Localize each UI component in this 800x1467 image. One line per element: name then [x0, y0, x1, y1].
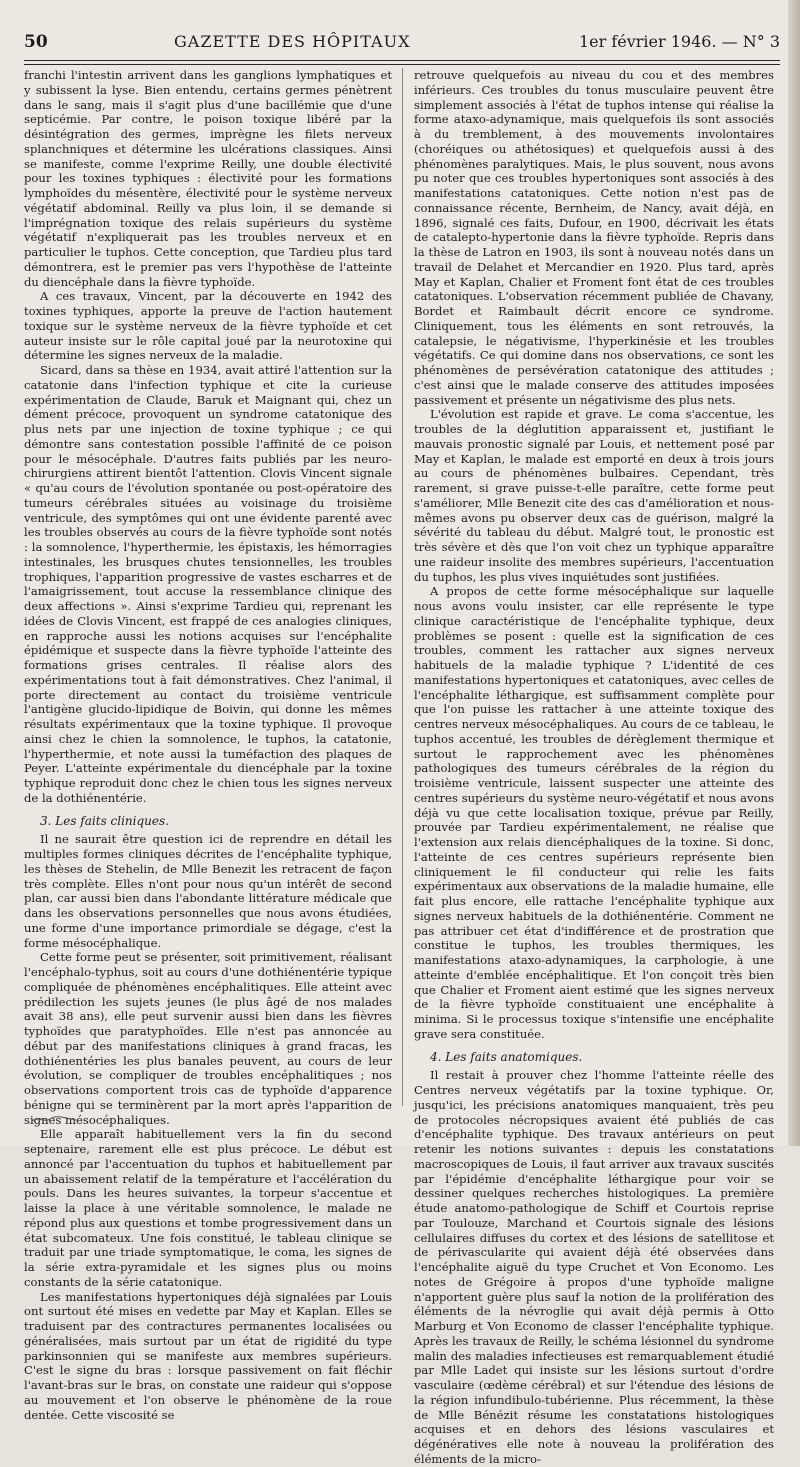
right-column [414, 68, 774, 1466]
paragraph: Elle apparaît habituellement vers la fin du second septenaire, rarement elle est plus précoce. Le début est annoncé par l'accentuation du tuphos et habituellement par un abaissement relatif de la température et l'accélération du pouls. Dans les heures suivantes, la torpeur s'accentue et laisse la place à une véritable somnolence, le malade ne répond plus aux questions et tombe progressivement dans un état subcomateux. Une fois constitué, le tableau clinique se traduit par une triade symptomatique, le coma, les signes de la série extra-pyramidale et les signes plus ou moins constants de la série catatonique. [24, 1127, 392, 1289]
issue-date: 1er février 1946. — N° 3 [578, 32, 780, 51]
paragraph: A ces travaux, Vincent, par la découverte en 1942 des toxines typhiques, apporte la preuve de l'action hautement toxique sur le système nerveux de la fièvre typhoïde et cet auteur insiste sur le rôle capital joué par la neurotoxine qui détermine les signes nerveux de la maladie. [24, 289, 392, 363]
page-edge [788, 0, 800, 1146]
paragraph: Il restait à prouver chez l'homme l'atteinte réelle des Centres nerveux végétatifs par la toxine typhique. Or, jusqu'ici, les précisions anatomiques manquaient, très peu de protocoles nécropsiques avaient été publiés de cas d'encéphalite typhique. Des travaux antérieurs on peut retenir les notions suivantes : depuis les constatations macroscopiques de Louis, il faut arriver aux travaux suscités par l'épidémie d'encéphalite léthargique pour voir se dessiner quelques recherches histologiques. La première étude anatomo-pathologique de Schiff et Courtois reprise par Toulouze, Marchand et Courtois signale des lésions cellulaires diffuses du cortex et des lésions de satellitose et de périvascularite qui avaient déjà été observées dans l'encéphalite aiguë du type Cruchet et Von Economo. Les notes de Grégoire à propos d'une typhoïde maligne n'apportent guère plus sauf la notion de la prolifération des éléments de la névroglie qui avait déjà permis à Otto Marburg et Von Economo de classer l'encéphalite typhique. Après les travaux de Reilly, le schéma lésionnel du syndrome malin des maladies infectieuses est remarquablement étudié par Mlle Ladet qui insiste sur les lésions surtout d'ordre vasculaire (œdème cérébral) et sur l'étendue des lésions de la région infundibulo-tubérienne. Plus récemment, la thèse de Mlle Bénézit résume les constatations histologiques acquises et en dehors des lésions vasculaires et dégénératives elle note à nouveau la prolifération des éléments de la micro- [414, 1068, 774, 1466]
paragraph: retrouve quelquefois au niveau du cou et des membres inférieurs. Ces troubles du tonus musculaire peuvent être simplement associés à l'état de tuphos intense qui réalise la forme ataxo-adynamique, mais quelquefois ils sont associés à du tremblement, à des mouvements involontaires (choréiques ou athétosiques) et quelquefois aussi à des phénomènes paralytiques. Mais, le plus souvent, nous avons pu noter que ces troubles hypertoniques sont associés à des manifestations catatoniques. Cette notion n'est pas de connaissance récente, Bernheim, de Nancy, avait déjà, en 1896, signalé ces faits, Dufour, en 1900, décrivait les états de catalepto-hypertonie dans la fièvre typhoïde. Repris dans la thèse de Latron en 1903, ils sont à nouveau notés dans un travail de Delahet et Mercandier en 1920. Plus tard, après May et Kaplan, Chalier et Froment font état de ces troubles catatoniques. L'observation récemment publiée de Chavany, Bordet et Raimbault décrit encore ce syndrome. Cliniquement, tous les éléments en sont retrouvés, la catalepsie, le négativisme, l'hyperkinésie et les troubles végétatifs. Ce qui domine dans nos observations, ce sont les phénomènes de persévération catatonique des attitudes ; c'est ainsi que le malade conserve des attitudes imposées passivement et présente un négativisme des plus nets. [414, 68, 774, 407]
paragraph: franchi l'intestin arrivent dans les ganglions lymphatiques et y subissent la lyse. Bien entendu, certains germes pénètrent dans le sang, mais il s'agit plus d'une bacillémie que d'une septicémie. Par contre, le poison toxique libéré par la désintégration des germes, imprègne les filets nerveux splanchniques et détermine les ulcérations classiques. Ainsi se manifeste, comme l'exprime Reilly, une double électivité pour les toxines typhiques : électivité pour les formations lymphoïdes du mésentère, électivité pour le système nerveux végétatif abdominal. Reilly va plus loin, il se demande si l'imprégnation toxique des relais supérieurs du système végétatif n'expliquerait pas les troubles nerveux et en particulier le tuphos. Cette conception, que Tardieu plus tard démontrera, est le premier pas vers l'hypothèse de l'atteinte du diencéphale dans la fièvre typhoïde. [24, 68, 392, 289]
section-heading: 3. Les faits cliniques. [40, 813, 169, 828]
paragraph: L'évolution est rapide et grave. Le coma s'accentue, les troubles de la déglutition apparaissent et, justifiant le mauvais pronostic signalé par Louis, et nettement posé par May et Kaplan, le malade est emporté en deux à trois jours au cours de phénomènes bulbaires. Cependant, très rarement, si grave puisse-t-elle paraître, cette forme peut s'améliorer, Mlle Benezit cite des cas d'amélioration et nous-mêmes avons pu observer deux cas de guérison, malgré la sévérité du tableau du début. Malgré tout, le pronostic est très sévère et dès que l'on voit chez un typhique apparaître une raideur insolite des membres supérieurs, l'accentuation du tuphos, les plus vives inquiétudes sont justifiées. [414, 407, 774, 584]
printer-mark-icon [30, 1114, 80, 1124]
journal-title: GAZETTE DES HÔPITAUX [174, 32, 411, 51]
page-number: 50 [24, 32, 48, 52]
header-rule-secondary [24, 64, 780, 65]
section-heading: 4. Les faits anatomiques. [430, 1049, 583, 1064]
left-column [24, 68, 392, 1422]
column-divider [402, 68, 403, 1106]
page-header [24, 28, 780, 58]
paragraph: Cette forme peut se présenter, soit primitivement, réalisant l'encéphalo-typhus, soit au cours d'une dothiénentérie typique compliquée de phénomènes encéphalitiques. Elle atteint avec prédilection les sujets jeunes (le plus âgé de nos malades avait 38 ans), elle peut survenir aussi bien dans les fièvres typhoïdes que paratyphoïdes. Elle n'est pas annoncée au début par des manifestations cliniques à grand fracas, les dothiénentéries les plus banales peuvent, au cours de leur évolution, se compliquer de troubles encéphalitiques ; nos observations comportent trois cas de typhoïde d'apparence bénigne qui se terminèrent par la mort après l'apparition de signes mésocéphaliques. [24, 950, 392, 1127]
paragraph: Les manifestations hypertoniques déjà signalées par Louis ont surtout été mises en vedette par May et Kaplan. Elles se traduisent par des contractures permanentes localisées ou généralisées, mais surtout par un état de rigidité du type parkinsonnien qui se manifeste aux membres supérieurs. C'est le signe du bras : lorsque passivement on fait fléchir l'avant-bras sur le bras, on constate une raideur qui s'oppose au mouvement et l'on observe le phénomène de la roue dentée. Cette viscosité se [24, 1289, 392, 1422]
paragraph: Sicard, dans sa thèse en 1934, avait attiré l'attention sur la catatonie dans l'infection typhique et cite la curieuse expérimentation de Claude, Baruk et Maignant qui, chez un dément précoce, provoquent un syndrome catatonique des plus nets par une injection de toxine typhique ; ce qui démontre sans contestation possible l'affinité de ce poison pour le mésocéphale. D'autres faits publiés par les neuro-chirurgiens attirent bientôt l'attention. Clovis Vincent signale « qu'au cours de l'évolution spontanée ou post-opératoire des tumeurs cérébrales situées au voisinage du troisième ventricule, des symptômes qui ont une évidente parenté avec les troubles observés au cours de la fièvre typhoïde sont notés : la somnolence, l'hyperthermie, les épistaxis, les hémorragies intestinales, les brusques chutes tensionnelles, les troubles trophiques, l'apparition progressive de vastes escharres et de l'amaigrissement, tout accuse la ressemblance clinique des deux affections ». Ainsi s'exprime Tardieu qui, reprenant les idées de Clovis Vincent, est frappé de ces analogies cliniques, en rapproche aussi les notions acquises sur l'encéphalite épidémique et suspecte dans la fièvre typhoïde l'atteinte des formations grises centrales. Il réalise alors des expérimentations tout à fait démonstratives. Chez l'animal, il porte directement au contact du troisième ventricule l'antigène glucido-lipidique de Boivin, qui donne les mêmes résultats expérimentaux que la toxine typhique. Il provoque ainsi chez le chien la somnolence, le tuphos, la catatonie, l'hyperthermie, et note aussi la tuméfaction des plaques de Peyer. L'atteinte expérimentale du diencéphale par la toxine typhique reproduit donc chez le chien tous les signes nerveux de la dothiénentérie. [24, 363, 392, 805]
paragraph: A propos de cette forme mésocéphalique sur laquelle nous avons voulu insister, car elle représente le type clinique caractéristique de l'encéphalite typhique, deux problèmes se posent : quelle est la signification de ces troubles, comment les rattacher aux signes nerveux habituels de la maladie typhique ? L'identité de ces manifestations hypertoniques et catatoniques, avec celles de l'encéphalite léthargique, est suffisamment complète pour que l'on puisse les rattacher à une atteinte toxique des centres nerveux mésocéphaliques. Au cours de ce tableau, le tuphos accentué, les troubles de dérèglement thermique et surtout le rapprochement avec les phénomènes pathologiques des tumeurs cérébrales de la région du troisième ventricule, laissent suspecter une atteinte des centres supérieurs du système neuro-végétatif et nous avons déjà vu que cette localisation toxique, prévue par Reilly, prouvée par Tardieu expérimentalement, ne réalise que l'extension aux relais diencéphaliques de la toxine. Si donc, l'atteinte de ces centres supérieurs représente bien cliniquement le fil conducteur qui relie les faits expérimentaux aux observations de la maladie humaine, elle fait plus encore, elle rattache l'encéphalite typhique aux signes nerveux habituels de la dothiénentérie. Comment ne pas attribuer cet état d'indifférence et de prostration que constitue le tuphos, les troubles thermiques, les manifestations ataxo-adynamiques, la carphologie, à une atteinte d'emblée encéphalitique. Et l'on conçoit très bien que Chalier et Froment aient estimé que les signes nerveux de la fièvre typhoïde constituaient une encéphalite à minima. Si le processus toxique s'intensifie une encéphalite grave sera constituée. [414, 584, 774, 1041]
header-rule [24, 60, 780, 61]
paragraph: Il ne saurait être question ici de reprendre en détail les multiples formes cliniques décrites de l'encéphalite typhique, les thèses de Stehelin, de Mlle Benezit les retracent de façon très complète. Elles n'ont pour nous qu'un intérêt de second plan, car aussi bien dans l'abondante littérature médicale que dans les observations personnelles que nous avons étudiées, une forme d'une importance primordiale se dégage, c'est la forme mésocéphalique. [24, 832, 392, 950]
